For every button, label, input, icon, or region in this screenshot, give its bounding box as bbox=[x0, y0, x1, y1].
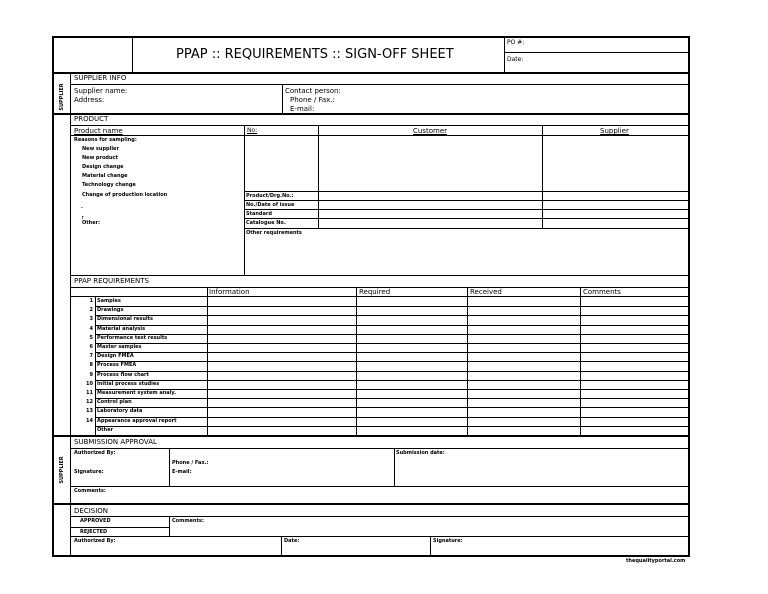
product-top bbox=[52, 113, 690, 115]
decision-rejected[interactable]: REJECTED bbox=[80, 529, 108, 535]
ppap-row-label[interactable]: Appearance approval report bbox=[97, 417, 177, 424]
ppap-row-line bbox=[95, 426, 689, 427]
decision-comments-divider bbox=[169, 517, 170, 536]
submission-date[interactable]: Submission date: bbox=[396, 450, 445, 456]
decision-line bbox=[70, 516, 689, 517]
ppap-row-label[interactable]: Process flow chart bbox=[97, 371, 149, 378]
product-supplier-divider bbox=[542, 126, 543, 229]
ppap-row-number: 7 bbox=[89, 353, 93, 360]
date-label[interactable]: Date: bbox=[507, 56, 524, 63]
product-section: PRODUCT bbox=[74, 115, 109, 123]
supplier-info-top bbox=[52, 72, 690, 74]
header-po-line bbox=[504, 52, 689, 53]
decision-sign-line bbox=[70, 536, 689, 537]
decision-date-divider bbox=[281, 537, 282, 556]
decision-side-divider bbox=[70, 504, 71, 556]
reason-design-change[interactable]: Design change bbox=[82, 164, 124, 170]
ppap-row-label[interactable]: Other bbox=[97, 426, 114, 433]
reason-technology-change[interactable]: Technology change bbox=[82, 182, 136, 188]
ppap-row-number: 3 bbox=[89, 316, 93, 323]
header-logo-divider bbox=[132, 37, 133, 73]
col-received: Received bbox=[470, 288, 502, 296]
supplier-phone-label[interactable]: Phone / Fax.: bbox=[290, 96, 335, 104]
submission-date-divider bbox=[394, 449, 395, 487]
submission-comments[interactable]: Comments: bbox=[74, 488, 106, 494]
ppap-row-number: 13 bbox=[86, 408, 93, 415]
ppap-row-label[interactable]: Measurement system analy. bbox=[97, 390, 177, 396]
decision-authorized-by[interactable]: Authorized By: bbox=[74, 538, 116, 544]
product-line bbox=[70, 125, 689, 126]
decision-top bbox=[52, 503, 690, 505]
product-field-line-2 bbox=[244, 200, 689, 201]
product-customer-divider bbox=[318, 126, 319, 229]
ppap-info-divider bbox=[207, 288, 208, 437]
ppap-row-label[interactable]: Process FMEA bbox=[97, 362, 137, 369]
field-standard[interactable]: Standard bbox=[246, 211, 272, 217]
submission-side-divider bbox=[70, 436, 71, 504]
ppap-row-label[interactable]: Control plan bbox=[97, 399, 132, 406]
decision-approved[interactable]: APPROVED bbox=[80, 518, 111, 524]
supplier-info-line bbox=[70, 84, 689, 85]
po-number-label[interactable]: PO #: bbox=[507, 39, 525, 46]
ppap-row-number: 5 bbox=[89, 334, 93, 341]
ppap-row-number: 1 bbox=[89, 298, 93, 304]
reason-mark: ¬ bbox=[80, 215, 87, 220]
reason-change-location[interactable]: Change of production location bbox=[82, 192, 168, 198]
ppap-row-number: 11 bbox=[86, 390, 93, 396]
ppap-row-number: 8 bbox=[89, 362, 93, 369]
decision-signature-divider bbox=[430, 537, 431, 556]
col-no: No: bbox=[247, 127, 258, 134]
col-comments: Comments bbox=[583, 288, 621, 296]
submission-phone-divider bbox=[169, 449, 170, 487]
col-required: Required bbox=[359, 288, 391, 296]
ppap-row-line bbox=[95, 315, 689, 316]
reason-new-supplier[interactable]: New supplier bbox=[82, 146, 119, 152]
ppap-row-line bbox=[95, 343, 689, 344]
supplier-side-divider bbox=[70, 73, 71, 114]
ppap-top bbox=[70, 275, 689, 276]
ppap-row-line bbox=[95, 352, 689, 353]
ppap-row-line bbox=[95, 306, 689, 307]
field-date-of-issue[interactable]: No./Date of issue bbox=[246, 202, 295, 208]
ppap-row-number: 4 bbox=[89, 325, 93, 332]
reason-material-change[interactable]: Material change bbox=[82, 173, 128, 179]
ppap-row-number: 12 bbox=[86, 399, 93, 406]
submission-section: SUBMISSION APPROVAL bbox=[74, 438, 157, 446]
submission-phone-fax[interactable]: Phone / Fax.: bbox=[172, 460, 209, 466]
supplier-name-label[interactable]: Supplier name: bbox=[74, 87, 128, 95]
address-label[interactable]: Address: bbox=[74, 96, 105, 104]
submission-comments-line bbox=[70, 486, 689, 487]
submission-line bbox=[70, 448, 689, 449]
field-catalogue[interactable]: Catalogue No. bbox=[246, 220, 286, 226]
col-supplier: Supplier bbox=[600, 127, 629, 135]
col-product-name: Product name bbox=[74, 127, 123, 135]
ppap-row-line bbox=[95, 380, 689, 381]
reason-dot: . bbox=[81, 204, 83, 210]
decision-date[interactable]: Date: bbox=[284, 538, 300, 544]
ppap-row-line bbox=[95, 417, 689, 418]
ppap-row-line bbox=[95, 389, 689, 390]
ppap-required-divider bbox=[356, 288, 357, 437]
product-field-line-5 bbox=[244, 228, 689, 229]
product-field-line-3 bbox=[244, 209, 689, 210]
ppap-row-label[interactable]: Samples bbox=[97, 298, 121, 304]
product-header-line bbox=[70, 135, 689, 136]
supplier-email-label[interactable]: E-mail: bbox=[290, 105, 315, 113]
ppap-row-label[interactable]: Performance test results bbox=[97, 334, 168, 341]
frame-top bbox=[52, 36, 690, 38]
contact-person-label[interactable]: Contact person: bbox=[285, 87, 341, 95]
col-customer: Customer bbox=[413, 127, 448, 135]
ppap-row-line bbox=[95, 361, 689, 362]
submission-side-label: SUPPLIER bbox=[59, 456, 65, 484]
ppap-row-line bbox=[95, 334, 689, 335]
ppap-row-label[interactable]: Initial process studies bbox=[97, 380, 160, 387]
ppap-section: PPAP REQUIREMENTS bbox=[74, 277, 149, 285]
ppap-row-line bbox=[95, 371, 689, 372]
ppap-received-divider bbox=[467, 288, 468, 437]
ppap-comments-divider bbox=[580, 288, 581, 437]
ppap-row-label[interactable]: Dimensional results bbox=[97, 316, 154, 323]
ppap-row-line bbox=[95, 398, 689, 399]
reason-other[interactable]: Other: bbox=[82, 220, 101, 226]
decision-approved-line bbox=[70, 527, 170, 528]
ppap-row-number: 10 bbox=[86, 380, 93, 387]
frame-bottom bbox=[52, 555, 690, 557]
decision-comments[interactable]: Comments: bbox=[172, 518, 204, 524]
product-field-line-1 bbox=[244, 191, 689, 192]
ppap-header-line bbox=[70, 296, 689, 297]
supplier-info-section: SUPPLIER INFO bbox=[74, 74, 127, 82]
ppap-row-label[interactable]: Drawings bbox=[97, 307, 124, 314]
supplier-contact-divider bbox=[282, 85, 283, 114]
product-field-line-4 bbox=[244, 218, 689, 219]
product-no-divider bbox=[244, 126, 245, 276]
submission-signature[interactable]: Signature: bbox=[74, 469, 104, 475]
field-other-requirements[interactable]: Other requirements bbox=[246, 230, 302, 236]
ppap-row-number: 14 bbox=[86, 417, 93, 424]
field-product-drg[interactable]: Product/Drg.No.: bbox=[246, 193, 294, 199]
submission-authorized-by[interactable]: Authorized By: bbox=[74, 450, 116, 456]
reason-new-product[interactable]: New product bbox=[82, 155, 118, 161]
ppap-row-number: 9 bbox=[89, 371, 93, 378]
decision-section: DECISION bbox=[74, 507, 109, 515]
ppap-row-label[interactable]: Laboratory data bbox=[97, 408, 143, 415]
ppap-row-label[interactable]: Material analysis bbox=[97, 325, 146, 332]
ppap-row-label[interactable]: Design FMEA bbox=[97, 353, 134, 360]
header-po-divider bbox=[504, 37, 505, 73]
footer-site: thequalityportal.com bbox=[626, 558, 686, 564]
submission-top bbox=[52, 435, 690, 437]
supplier-side-label: SUPPLIER bbox=[59, 83, 65, 111]
ppap-row-number: 2 bbox=[89, 307, 93, 314]
submission-email[interactable]: E-mail: bbox=[172, 469, 192, 475]
decision-signature[interactable]: Signature: bbox=[433, 538, 463, 544]
ppap-row-line bbox=[95, 407, 689, 408]
ppap-row-line bbox=[95, 325, 689, 326]
ppap-row-number: 6 bbox=[89, 344, 93, 350]
col-information: Information bbox=[209, 288, 250, 296]
ppap-row-label[interactable]: Master samples bbox=[97, 344, 142, 350]
reasons-title: Reasons for sampling: bbox=[74, 137, 137, 143]
page-title: PPAP :: REQUIREMENTS :: SIGN-OFF SHEET bbox=[176, 47, 454, 62]
